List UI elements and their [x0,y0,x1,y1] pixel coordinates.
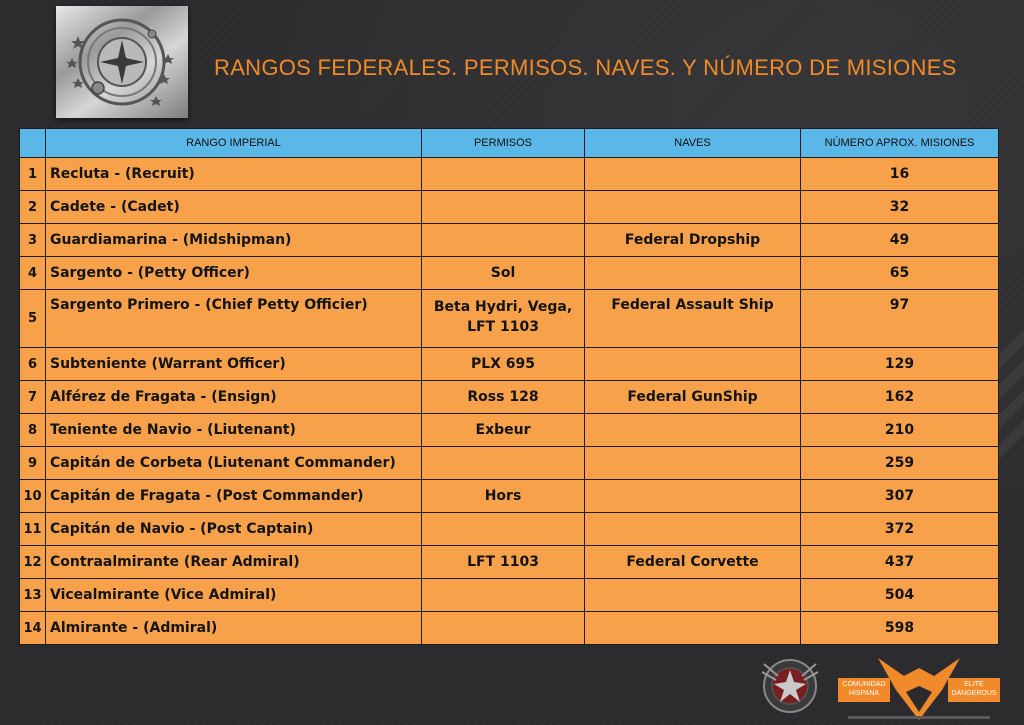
rank-cell: Guardiamarina - (Midshipman) [46,224,422,257]
table-row [20,579,999,612]
rank-cell: Vicealmirante (Vice Admiral) [46,579,422,612]
ranks-table [19,128,999,645]
table-row [20,158,999,191]
row-index-cell: 14 [20,612,46,645]
missions-cell: 437 [801,546,999,579]
row-index-cell: 12 [20,546,46,579]
table-row [20,257,999,290]
ships-cell: Federal Assault Ship [585,290,801,348]
missions-cell: 129 [801,348,999,381]
missions-cell: 32 [801,191,999,224]
permits-cell [422,224,585,257]
missions-cell: 210 [801,414,999,447]
ships-cell: Federal Dropship [585,224,801,257]
rank-cell: Sargento - (Petty Officer) [46,257,422,290]
permits-cell [422,158,585,191]
table-row [20,381,999,414]
permits-cell [422,513,585,546]
header-rank: RANGO IMPERIAL [46,129,422,158]
ships-cell [585,348,801,381]
row-index-cell: 13 [20,579,46,612]
row-index-cell: 4 [20,257,46,290]
missions-cell: 162 [801,381,999,414]
table-row [20,348,999,381]
row-index-cell: 3 [20,224,46,257]
brand-right-text: ELITE DANGEROUS [951,681,997,697]
table-row [20,480,999,513]
missions-cell: 49 [801,224,999,257]
row-index-cell: 8 [20,414,46,447]
table-row [20,290,999,348]
table-row [20,612,999,645]
ships-cell [585,612,801,645]
header-index [20,129,46,158]
table-row [20,224,999,257]
federation-emblem-icon [56,6,188,118]
ships-cell [585,447,801,480]
missions-cell: 259 [801,447,999,480]
rank-cell: Teniente de Navio - (Liutenant) [46,414,422,447]
header-ships: NAVES [585,129,801,158]
missions-cell: 598 [801,612,999,645]
missions-cell: 65 [801,257,999,290]
ships-cell [585,579,801,612]
ships-cell: Federal Corvette [585,546,801,579]
rank-cell: Subteniente (Warrant Officer) [46,348,422,381]
missions-cell: 372 [801,513,999,546]
ships-cell [585,191,801,224]
permits-cell: Beta Hydri, Vega, LFT 1103 [422,290,585,348]
row-index-cell: 9 [20,447,46,480]
community-brand-logo [838,650,1000,722]
permits-cell: Ross 128 [422,381,585,414]
table-row [20,546,999,579]
permits-cell [422,579,585,612]
ships-cell [585,480,801,513]
rank-cell: Recluta - (Recruit) [46,158,422,191]
permits-cell: PLX 695 [422,348,585,381]
missions-cell: 307 [801,480,999,513]
rank-cell: Alférez de Fragata - (Ensign) [46,381,422,414]
ships-cell [585,513,801,546]
row-index-cell: 11 [20,513,46,546]
table-header-row [20,129,999,158]
header-permits: PERMISOS [422,129,585,158]
rank-cell: Almirante - (Admiral) [46,612,422,645]
permits-cell [422,612,585,645]
permits-cell: LFT 1103 [422,546,585,579]
military-emblem-icon [758,654,822,718]
row-index-cell: 1 [20,158,46,191]
ships-cell [585,158,801,191]
ships-cell: Federal GunShip [585,381,801,414]
table-row [20,191,999,224]
permits-cell [422,447,585,480]
row-index-cell: 7 [20,381,46,414]
page-title: RANGOS FEDERALES. PERMISOS. NAVES. Y NÚMERO DE MISIONES [214,55,957,80]
rank-cell: Sargento Primero - (Chief Petty Officier) [46,290,422,348]
brand-left-text: COMUNIDAD HISPANA [842,681,886,697]
permits-cell: Hors [422,480,585,513]
table-row [20,414,999,447]
header-missions: NÚMERO APROX. MISIONES [801,129,999,158]
table-row [20,513,999,546]
permits-cell [422,191,585,224]
rank-cell: Capitán de Fragata - (Post Commander) [46,480,422,513]
row-index-cell: 5 [20,290,46,348]
ships-cell [585,257,801,290]
permits-cell: Sol [422,257,585,290]
row-index-cell: 10 [20,480,46,513]
federation-logo-plate [56,6,188,118]
table-row [20,447,999,480]
rank-cell: Capitán de Navio - (Post Captain) [46,513,422,546]
row-index-cell: 2 [20,191,46,224]
permits-cell: Exbeur [422,414,585,447]
rank-cell: Capitán de Corbeta (Liutenant Commander) [46,447,422,480]
missions-cell: 97 [801,290,999,348]
rank-cell: Contraalmirante (Rear Admiral) [46,546,422,579]
missions-cell: 504 [801,579,999,612]
rank-cell: Cadete - (Cadet) [46,191,422,224]
missions-cell: 16 [801,158,999,191]
ships-cell [585,414,801,447]
row-index-cell: 6 [20,348,46,381]
